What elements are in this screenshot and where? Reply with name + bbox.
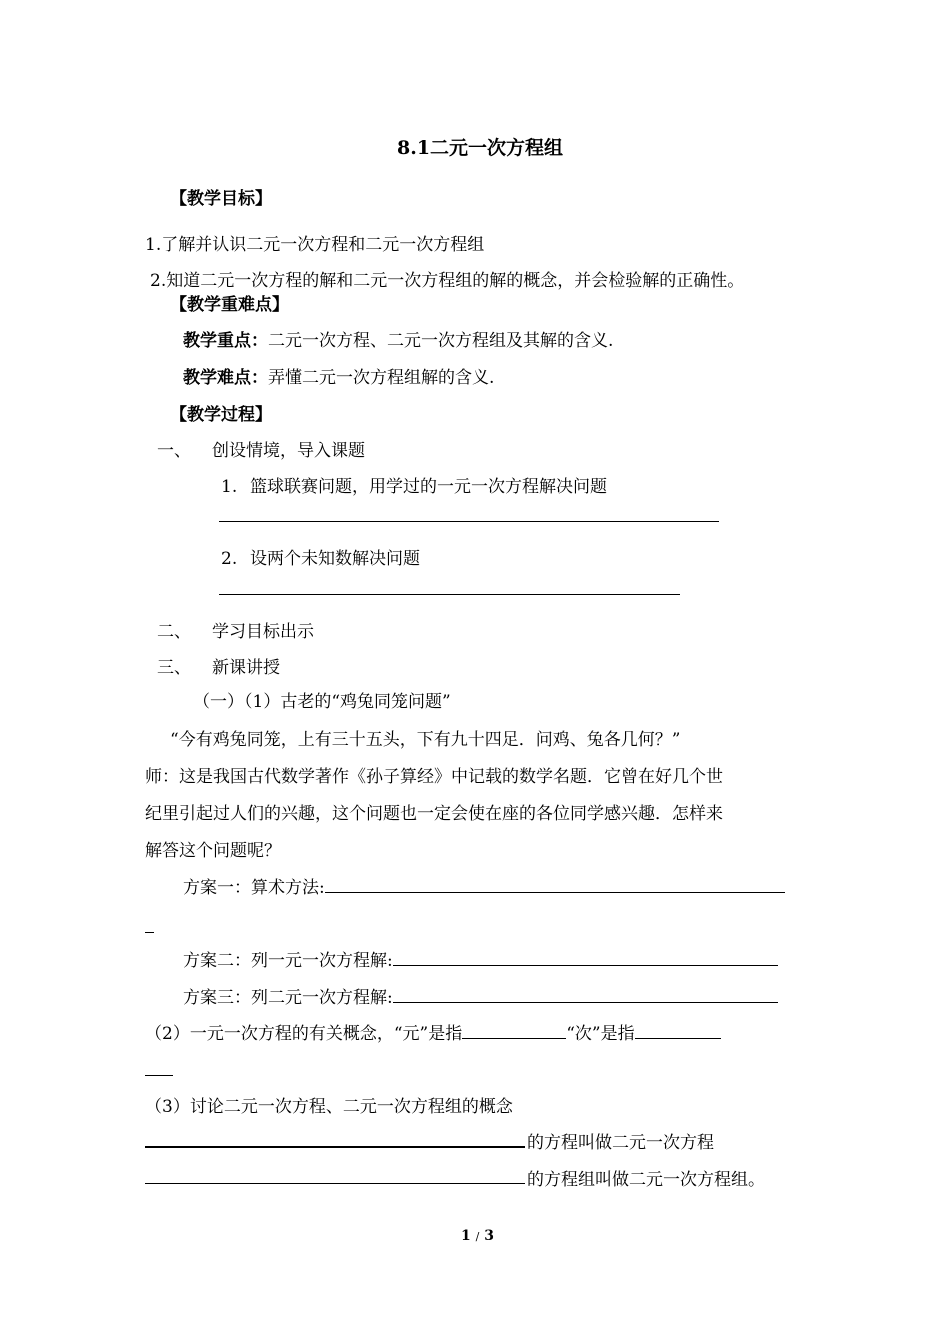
question-2-blank-b	[635, 1022, 721, 1039]
section-1-title: 创设情境，导入课题	[212, 441, 365, 461]
question-2-blank-continuation	[145, 1075, 173, 1076]
focus-label: 教学重点：	[183, 331, 268, 351]
answer-blank-2	[219, 594, 680, 595]
difficulty-line	[183, 367, 494, 389]
keypoints-header: 【教学重难点】	[170, 295, 289, 315]
section-2-title: 学习目标出示	[212, 622, 314, 642]
plan-3-label: 方案三：列二元一次方程解:	[183, 988, 393, 1008]
item-1-number: 1.	[221, 477, 238, 497]
question-2-blank-a	[462, 1022, 566, 1039]
plan-1-blank	[325, 876, 785, 893]
answer-blank-1	[219, 521, 719, 522]
plan-2-label: 方案二：列一元一次方程解:	[183, 951, 393, 971]
plan-1-label: 方案一：算术方法:	[183, 878, 325, 898]
plan-2-blank	[393, 949, 778, 966]
difficulty-label: 教学难点：	[183, 368, 268, 388]
page-current: 1	[461, 1228, 471, 1244]
section-2-number: 二、	[157, 622, 191, 642]
section-1-number: 一、	[157, 441, 191, 461]
item-1-text: 篮球联赛问题，用学过的一元一次方程解决问题	[250, 477, 607, 497]
difficulty-text: 弄懂二元一次方程组解的含义.	[268, 368, 495, 388]
plan-1	[183, 876, 785, 899]
process-header: 【教学过程】	[170, 405, 272, 425]
item-2-text: 设两个未知数解决问题	[250, 549, 420, 569]
definition-2-blank	[145, 1183, 525, 1184]
objective-2: 2.知道二元一次方程的解和二元一次方程组的解的概念，并会检验解的正确性。	[150, 271, 745, 291]
page-total: 3	[484, 1228, 494, 1244]
question-3: （3）讨论二元一次方程、二元一次方程组的概念	[145, 1097, 513, 1117]
teacher-paragraph-line-1: 师：这是我国古代数学著作《孙子算经》中记载的数学名题．它曾在好几个世	[145, 767, 723, 787]
question-2	[145, 1022, 721, 1045]
item-2-number: 2.	[221, 549, 238, 569]
definition-1-blank	[145, 1146, 525, 1148]
definition-2-text: 的方程组叫做二元一次方程组。	[527, 1170, 765, 1190]
page-separator: /	[475, 1230, 480, 1243]
objective-1: 1.了解并认识二元一次方程和二元一次方程组	[145, 235, 485, 255]
teacher-paragraph-line-3: 解答这个问题呢？	[145, 841, 281, 861]
section-3-title: 新课讲授	[212, 658, 280, 678]
plan-3-blank	[393, 986, 778, 1003]
objectives-header: 【教学目标】	[170, 189, 272, 209]
quote-paragraph: “今有鸡兔同笼，上有三十五头，下有九十四足．问鸡、兔各几何？”	[170, 730, 681, 750]
plan-3	[183, 986, 778, 1009]
question-2-text-a: （2）一元一次方程的有关概念，“元”是指	[145, 1024, 463, 1044]
definition-1-text: 的方程叫做二元一次方程	[527, 1133, 714, 1153]
subsection-1-heading: （一）（1）古老的“鸡兔同笼问题”	[193, 692, 451, 712]
section-3-number: 三、	[157, 658, 191, 678]
page-title: 8.1二元一次方程组	[397, 137, 564, 159]
teacher-paragraph-line-2: 纪里引起过人们的兴趣，这个问题也一定会使在座的各位同学感兴趣．怎样来	[145, 804, 723, 824]
focus-line	[183, 330, 613, 352]
question-2-text-b: “次”是指	[566, 1024, 635, 1044]
page-number	[461, 1228, 494, 1244]
plan-1-blank-continuation	[145, 932, 154, 933]
focus-text: 二元一次方程、二元一次方程组及其解的含义.	[268, 331, 614, 351]
plan-2	[183, 949, 778, 972]
